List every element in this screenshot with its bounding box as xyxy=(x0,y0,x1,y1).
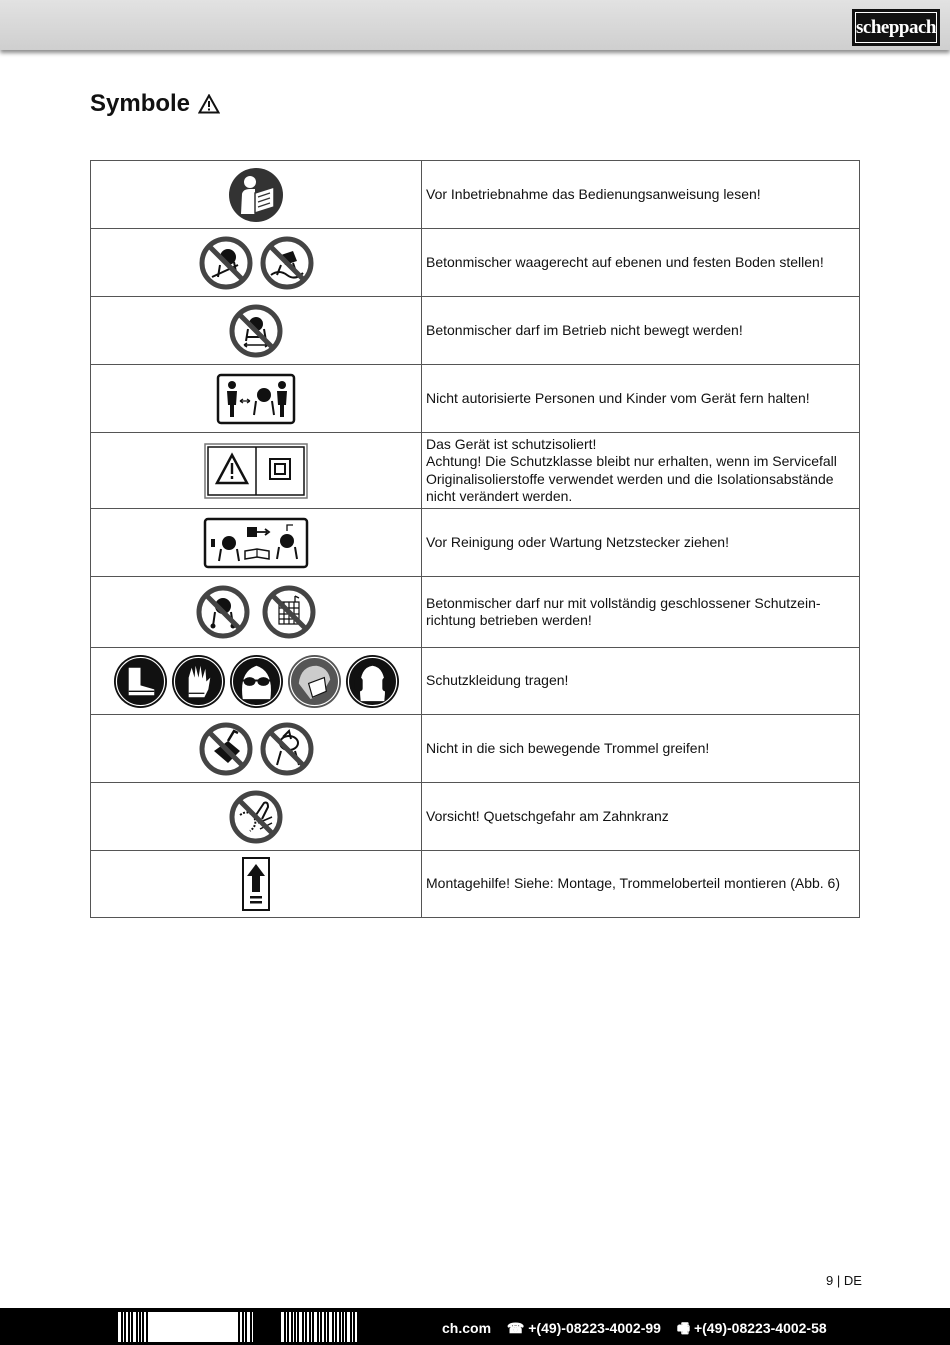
symbol-cell xyxy=(91,648,422,715)
table-row xyxy=(91,297,860,365)
table-row xyxy=(91,509,860,577)
table-row xyxy=(91,365,860,433)
symbol-cell xyxy=(91,851,422,918)
description-cell: Nicht autorisierte Personen und Kinder vom Gerät fern halten! xyxy=(422,365,860,433)
table-row xyxy=(91,433,860,509)
page-title-text: Symbole xyxy=(90,90,191,117)
symbol-cell xyxy=(91,365,422,433)
table-row xyxy=(91,851,860,918)
symbol-cell xyxy=(91,783,422,851)
header-bar xyxy=(0,0,950,50)
description-cell xyxy=(422,577,860,648)
symbol-cell xyxy=(91,715,422,783)
description-cell: Vor Inbetriebnahme das Bedienungsanweisung lesen! xyxy=(422,161,860,229)
fax-number: 🖷 +(49)-08223-4002-58 xyxy=(676,1320,827,1336)
no-reaching-into-drum-icon xyxy=(198,721,254,777)
symbol-cell xyxy=(91,433,422,509)
description-cell: Montagehilfe! Siehe: Montage, Trommeloberteil montieren (Abb. 6) xyxy=(422,851,860,918)
description-line: Achtung! Die Schutzklasse bleibt nur erhalten, wenn im Servicefall Originalisolierstoffe verwendet werden und die Isolationsabstände nicht verändert werden. xyxy=(426,453,837,504)
table-row xyxy=(91,161,860,229)
symbol-cell xyxy=(91,161,422,229)
table-row xyxy=(91,577,860,648)
protection-class-ii-icon xyxy=(204,443,308,499)
no-tilted-ground-icon xyxy=(198,235,254,291)
table-row xyxy=(91,715,860,783)
phone-number: ☎ +(49)-08223-4002-99 xyxy=(506,1320,661,1336)
no-open-grid-icon xyxy=(261,584,317,640)
symbol-cell xyxy=(91,577,422,648)
dust-mask-icon xyxy=(287,654,342,709)
description-cell: Vorsicht! Quetschgefahr am Zahnkranz xyxy=(422,783,860,851)
safety-boots-icon xyxy=(113,654,168,709)
warning-triangle-icon xyxy=(198,94,220,114)
table-row xyxy=(91,783,860,851)
footer-contact xyxy=(442,1318,839,1342)
page-number: 9 | DE xyxy=(826,1273,862,1288)
symbol-cell xyxy=(91,229,422,297)
description-cell: Betonmischer darf im Betrieb nicht bewegt werden! xyxy=(422,297,860,365)
symbol-cell xyxy=(91,509,422,577)
no-moving-during-operation-icon xyxy=(228,303,284,359)
unplug-before-maintenance-icon xyxy=(203,517,309,569)
keep-distance-persons-icon xyxy=(216,373,296,425)
description-cell: Vor Reinigung oder Wartung Netzstecker ziehen! xyxy=(422,509,860,577)
symbol-cell xyxy=(91,297,422,365)
symbols-table xyxy=(90,160,860,918)
description-line: richtung betrieben werden! xyxy=(426,612,592,628)
description-line: Betonmischer darf nur mit vollständig geschlossener Schutzein- xyxy=(426,594,821,611)
no-operation-without-guard-icon xyxy=(195,584,251,640)
table-row xyxy=(91,648,860,715)
safety-goggles-icon xyxy=(229,654,284,709)
website-link[interactable]: ch.com xyxy=(442,1320,492,1336)
brand-logo: scheppach xyxy=(852,9,940,46)
safety-gloves-icon xyxy=(171,654,226,709)
page-title xyxy=(90,90,220,118)
footer-garbled-graphic xyxy=(118,1312,438,1342)
read-manual-icon xyxy=(228,167,284,223)
description-cell: Betonmischer waagerecht auf ebenen und festen Boden stellen! xyxy=(422,229,860,297)
mounting-arrow-icon xyxy=(241,856,271,912)
description-cell: Schutzkleidung tragen! xyxy=(422,648,860,715)
ear-protection-icon xyxy=(345,654,400,709)
no-uneven-ground-icon xyxy=(259,235,315,291)
no-hands-in-drum-icon xyxy=(259,721,315,777)
description-cell xyxy=(422,433,860,509)
description-line: Das Gerät ist schutzisoliert! xyxy=(426,435,597,452)
footer-bar xyxy=(0,1308,950,1345)
crushing-hazard-gear-icon xyxy=(228,789,284,845)
description-cell: Nicht in die sich bewegende Trommel greifen! xyxy=(422,715,860,783)
table-row xyxy=(91,229,860,297)
